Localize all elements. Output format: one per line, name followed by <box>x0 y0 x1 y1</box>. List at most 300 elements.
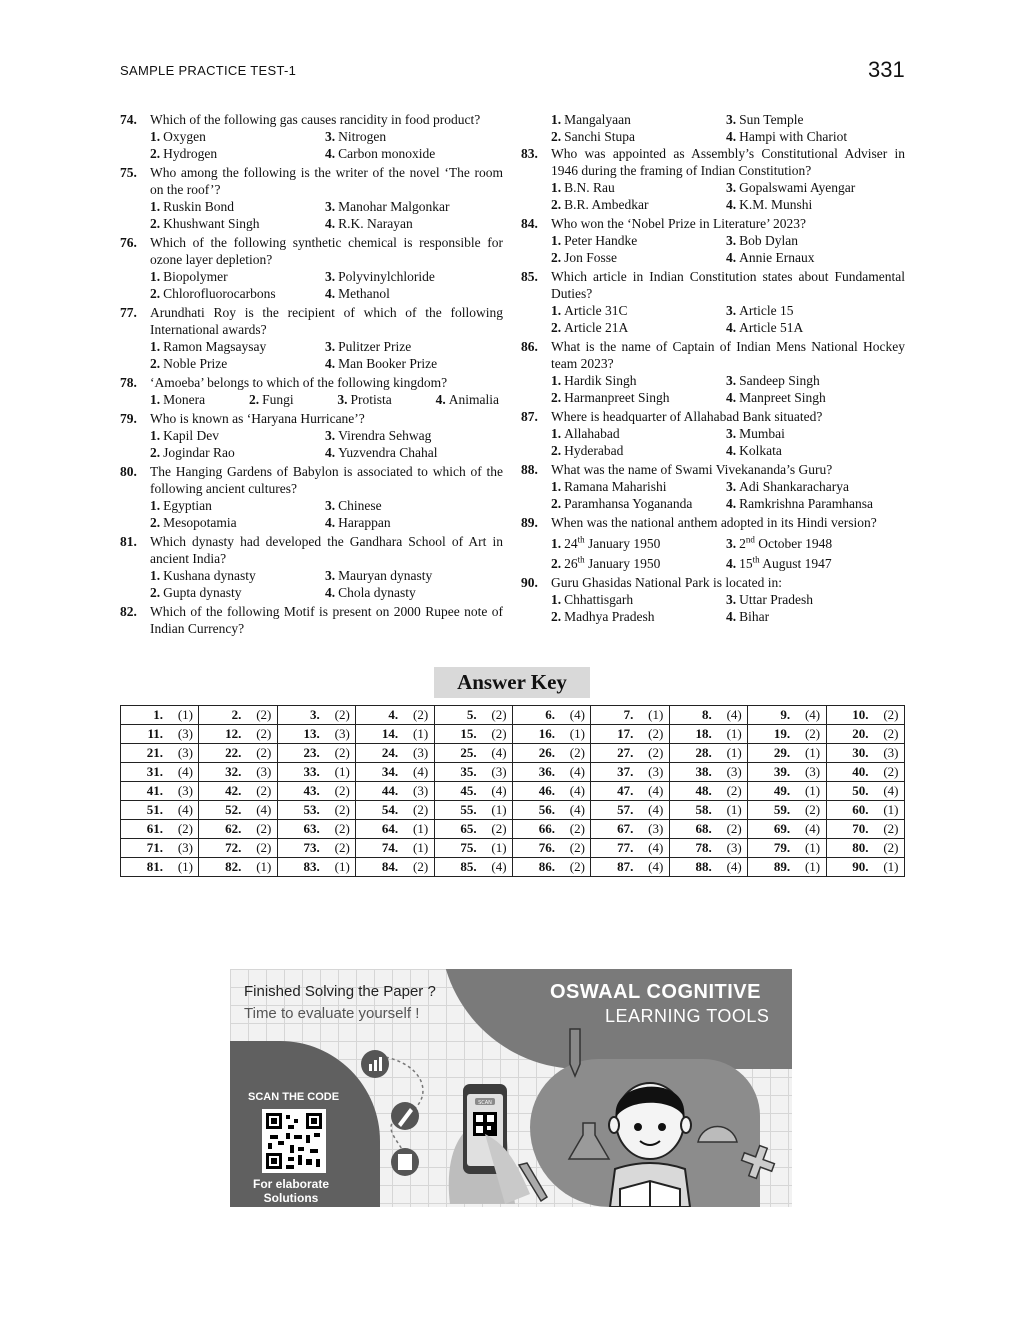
option[interactable] <box>436 391 499 408</box>
answer-question-number: 2. <box>231 707 242 722</box>
answer-question-number: 80. <box>852 840 869 855</box>
question-body <box>150 304 503 372</box>
answer-key-cell <box>199 744 277 763</box>
option-number: 2. <box>551 197 562 212</box>
question-body <box>551 215 905 266</box>
answer-question-number: 44. <box>381 783 399 798</box>
answer-key-cell <box>434 839 512 858</box>
option[interactable] <box>551 552 726 573</box>
answer-question-number: 86. <box>538 859 555 874</box>
option[interactable] <box>726 319 905 336</box>
answer-question-number: 37. <box>617 764 634 779</box>
option[interactable] <box>726 111 905 128</box>
option-list <box>551 531 905 572</box>
answer-key-cell <box>434 725 512 744</box>
answer-key-row <box>121 744 905 763</box>
question-number: 81. <box>120 534 137 549</box>
answer-value: (2) <box>883 764 899 779</box>
answer-key-row <box>121 839 905 858</box>
question-text: Who was appointed as Assembly’s Constitutional Adviser in 1946 during the framing of Indian Constitution? <box>551 146 905 178</box>
answer-question-number: 9. <box>780 707 791 722</box>
option[interactable] <box>150 444 325 461</box>
option-text: Adi Shankaracharya <box>739 479 849 494</box>
option-text: 15th August 1947 <box>739 554 832 571</box>
answer-question-number: 38. <box>695 764 712 779</box>
answer-question-number: 48. <box>695 783 712 798</box>
answer-value: (2) <box>726 821 742 836</box>
option-number: 4. <box>726 609 737 624</box>
answer-value: (1) <box>491 840 507 855</box>
question-number: 82. <box>120 604 137 619</box>
option-text: Nitrogen <box>338 129 387 144</box>
option-text: Sun Temple <box>739 112 804 127</box>
answer-key-cell <box>277 725 355 744</box>
option-number: 1. <box>551 233 562 248</box>
protractor-icon <box>695 1112 740 1147</box>
option[interactable] <box>325 285 503 302</box>
question-item <box>521 215 905 266</box>
question-body <box>150 410 503 461</box>
questions-column-right <box>521 111 905 627</box>
option-number: 2. <box>150 146 161 161</box>
option[interactable] <box>325 145 503 162</box>
answer-key-cell <box>277 782 355 801</box>
option-number: 4. <box>726 390 737 405</box>
option-text: Article 21A <box>564 320 629 335</box>
answer-question-number: 74. <box>381 840 399 855</box>
option-number: 1. <box>150 568 161 583</box>
option-text: Egyptian <box>163 498 212 513</box>
qr-code-icon[interactable] <box>262 1109 326 1173</box>
option[interactable] <box>726 591 905 608</box>
answer-question-number: 13. <box>303 726 320 741</box>
option-number: 4. <box>726 556 737 571</box>
option[interactable] <box>726 232 905 249</box>
option[interactable] <box>551 179 726 196</box>
answer-key-cell <box>121 763 199 782</box>
option-list <box>150 391 503 408</box>
answer-key-cell <box>748 801 826 820</box>
answer-value: (3) <box>177 783 193 798</box>
option-number: 4. <box>325 515 336 530</box>
option-text: Jon Fosse <box>564 250 618 265</box>
option[interactable] <box>150 145 325 162</box>
answer-question-number: 6. <box>545 707 555 722</box>
option[interactable] <box>726 179 905 196</box>
answer-value: (1) <box>726 726 742 741</box>
answer-value: (1) <box>413 821 429 836</box>
question-item <box>521 514 905 572</box>
answer-value: (2) <box>413 802 429 817</box>
option-text: Article 31C <box>564 303 628 318</box>
option-number: 3. <box>325 568 336 583</box>
answer-value: (3) <box>177 840 193 855</box>
question-body <box>551 408 905 459</box>
answer-key-cell <box>748 839 826 858</box>
option-text: Methanol <box>338 286 390 301</box>
question-number: 86. <box>521 339 538 354</box>
pencil-icon <box>560 1024 590 1079</box>
answer-key-cell <box>356 858 434 877</box>
option-number: 4. <box>435 392 446 407</box>
option-text: Ramon Magsaysay <box>163 339 267 354</box>
questions-column-left <box>120 111 503 639</box>
option[interactable] <box>551 302 726 319</box>
option-number: 1. <box>150 339 161 354</box>
option-text: Kapil Dev <box>163 428 219 443</box>
question-item <box>521 145 905 213</box>
question-text: Which of the following Motif is present on 2000 Rupee note of Indian Currency? <box>150 604 503 636</box>
option[interactable] <box>325 128 503 145</box>
question-item <box>120 304 503 372</box>
option[interactable] <box>551 128 726 145</box>
option-number: 4. <box>726 197 737 212</box>
answer-value: (2) <box>177 821 193 836</box>
question-number: 77. <box>120 305 137 320</box>
answer-key-cell <box>826 858 904 877</box>
question-body <box>551 268 905 336</box>
question-item <box>120 234 503 302</box>
answer-key-cell <box>356 725 434 744</box>
question-item <box>120 374 503 408</box>
answer-value: (2) <box>334 783 350 798</box>
answer-key-cell <box>591 820 669 839</box>
answer-value: (2) <box>334 745 350 760</box>
answer-question-number: 43. <box>303 783 320 798</box>
option[interactable] <box>325 198 503 215</box>
answer-key-cell <box>826 839 904 858</box>
answer-question-number: 18. <box>695 726 712 741</box>
option[interactable] <box>726 302 905 319</box>
answer-value: (1) <box>256 859 272 874</box>
question-body <box>150 234 503 302</box>
answer-key-cell <box>356 744 434 763</box>
answer-value: (2) <box>256 783 272 798</box>
option-number: 2. <box>551 390 562 405</box>
answer-question-number: 89. <box>773 859 791 874</box>
banner-brand: OSWAAL COGNITIVE <box>550 981 761 1003</box>
answer-value: (1) <box>413 840 429 855</box>
option[interactable] <box>150 285 325 302</box>
option-list <box>551 372 905 406</box>
option-text: K.M. Munshi <box>739 197 813 212</box>
option-number: 4. <box>726 496 737 511</box>
answer-value: (2) <box>491 821 507 836</box>
option-number: 3. <box>726 535 737 551</box>
option[interactable] <box>150 338 325 355</box>
option[interactable] <box>150 567 325 584</box>
option-list <box>551 425 905 459</box>
answer-value: (3) <box>334 726 350 741</box>
answer-value: (3) <box>804 764 821 779</box>
option[interactable] <box>551 425 726 442</box>
answer-question-number: 56. <box>538 802 555 817</box>
option-text: Paramhansa Yogananda <box>564 496 693 511</box>
option-text: Chinese <box>338 498 382 513</box>
answer-value: (2) <box>334 802 350 817</box>
question-number: 85. <box>521 269 538 284</box>
answer-value: (4) <box>804 821 821 836</box>
answer-value: (1) <box>804 840 821 855</box>
question-body <box>551 514 905 572</box>
elaborate-solutions-label: For elaborate Solutions <box>252 1177 330 1205</box>
answer-key-row <box>121 782 905 801</box>
question-text: Which dynasty had developed the Gandhara School of Art in ancient India? <box>150 534 503 566</box>
option[interactable] <box>150 584 325 601</box>
question-body <box>150 533 503 601</box>
answer-value: (4) <box>569 783 585 798</box>
answer-question-number: 47. <box>617 783 634 798</box>
option[interactable] <box>551 531 726 552</box>
answer-value: (4) <box>491 859 507 874</box>
option[interactable] <box>325 427 503 444</box>
option[interactable] <box>551 591 726 608</box>
option[interactable] <box>150 391 205 408</box>
answer-value: (4) <box>648 859 664 874</box>
option-text: Bihar <box>739 609 770 624</box>
option[interactable] <box>325 444 503 461</box>
option-number: 2. <box>150 356 161 371</box>
answer-question-number: 30. <box>852 745 869 760</box>
answer-question-number: 14. <box>381 726 399 741</box>
answer-value: (4) <box>804 707 821 722</box>
option[interactable] <box>150 497 325 514</box>
question-body <box>551 145 905 213</box>
answer-value: (4) <box>726 859 742 874</box>
option-list <box>150 198 503 232</box>
answer-value: (2) <box>883 707 899 722</box>
option-number: 2. <box>248 392 260 407</box>
option-number: 2. <box>551 609 562 624</box>
answer-key-row <box>121 725 905 744</box>
option[interactable] <box>325 497 503 514</box>
option[interactable] <box>325 355 503 372</box>
option[interactable] <box>726 389 905 406</box>
option[interactable] <box>325 567 503 584</box>
option[interactable] <box>325 215 503 232</box>
option-text: Madhya Pradesh <box>564 609 655 624</box>
question-body <box>150 463 503 531</box>
option[interactable] <box>726 495 905 512</box>
option[interactable] <box>551 372 726 389</box>
promo-banner[interactable] <box>230 969 792 1207</box>
option-text: B.N. Rau <box>564 180 615 195</box>
answer-question-number: 16. <box>538 726 555 741</box>
option[interactable] <box>551 389 726 406</box>
answer-value: (1) <box>804 859 821 874</box>
option[interactable] <box>551 249 726 266</box>
option[interactable] <box>551 319 726 336</box>
option-number: 3. <box>726 426 737 441</box>
answer-value: (2) <box>883 726 899 741</box>
option[interactable] <box>337 391 391 408</box>
option[interactable] <box>325 514 503 531</box>
option[interactable] <box>726 249 905 266</box>
option-text: Mumbai <box>739 426 785 441</box>
answer-question-number: 72. <box>225 840 242 855</box>
answer-value: (4) <box>648 802 664 817</box>
answer-question-number: 20. <box>852 726 869 741</box>
option-text: Oxygen <box>163 129 206 144</box>
option[interactable] <box>551 495 726 512</box>
option-text: Virendra Sehwag <box>338 428 432 443</box>
option-text: Annie Ernaux <box>739 250 815 265</box>
answer-key-cell <box>826 782 904 801</box>
option[interactable] <box>726 196 905 213</box>
question-item <box>120 463 503 531</box>
option[interactable] <box>551 232 726 249</box>
option-number: 1. <box>551 373 562 388</box>
answer-question-number: 58. <box>695 802 712 817</box>
option-number: 4. <box>726 129 737 144</box>
answer-value: (3) <box>177 745 193 760</box>
answer-value: (1) <box>413 726 429 741</box>
answer-question-number: 34. <box>381 764 399 779</box>
plus-icon <box>740 1144 776 1180</box>
answer-question-number: 66. <box>538 821 555 836</box>
option[interactable] <box>551 608 726 625</box>
option[interactable] <box>325 338 503 355</box>
answer-question-number: 36. <box>538 764 555 779</box>
answer-key-cell <box>748 744 826 763</box>
option[interactable] <box>551 111 726 128</box>
answer-value: (3) <box>256 764 272 779</box>
answer-key-title: Answer Key <box>434 667 590 698</box>
option[interactable] <box>551 196 726 213</box>
answer-question-number: 12. <box>225 726 242 741</box>
answer-question-number: 46. <box>538 783 555 798</box>
option[interactable] <box>150 215 325 232</box>
option-number: 3. <box>337 392 348 407</box>
answer-question-number: 21. <box>146 745 163 760</box>
option[interactable] <box>726 552 905 573</box>
option-number: 1. <box>150 269 161 284</box>
option[interactable] <box>551 442 726 459</box>
answer-key-row <box>121 706 905 725</box>
option[interactable] <box>325 584 503 601</box>
answer-key-cell <box>434 706 512 725</box>
question-number: 76. <box>120 235 137 250</box>
answer-value: (2) <box>883 821 899 836</box>
answer-value: (3) <box>726 764 742 779</box>
option-text: Mesopotamia <box>163 515 237 530</box>
option-text: Yuzvendra Chahal <box>338 445 438 460</box>
option[interactable] <box>551 478 726 495</box>
answer-key-row <box>121 801 905 820</box>
answer-key-cell <box>591 744 669 763</box>
option[interactable] <box>150 514 325 531</box>
option-number: 3. <box>726 592 737 607</box>
option[interactable] <box>150 427 325 444</box>
option-number: 3. <box>726 479 737 494</box>
answer-question-number: 83. <box>303 859 320 874</box>
option[interactable] <box>150 355 325 372</box>
answer-question-number: 50. <box>852 783 869 798</box>
answer-question-number: 29. <box>773 745 791 760</box>
question-text: Who among the following is the writer of the novel ‘The room on the roof’? <box>150 165 503 197</box>
question-number: 83. <box>521 146 538 161</box>
answer-value: (4) <box>648 840 664 855</box>
option[interactable] <box>726 425 905 442</box>
option[interactable] <box>150 198 325 215</box>
option[interactable] <box>249 391 294 408</box>
answer-key-cell <box>199 820 277 839</box>
answer-value: (4) <box>569 802 585 817</box>
answer-key-cell <box>591 763 669 782</box>
answer-key-cell <box>669 858 747 877</box>
option-number: 4. <box>726 443 737 458</box>
answer-key-cell <box>199 801 277 820</box>
question-text: The Hanging Gardens of Babylon is associated to which of the following ancient cultures? <box>150 464 503 496</box>
answer-key-cell <box>434 763 512 782</box>
option-text: Polyvinylchloride <box>338 269 435 284</box>
option-text: Carbon monoxide <box>338 146 436 161</box>
answer-question-number: 70. <box>852 821 869 836</box>
answer-question-number: 76. <box>538 840 555 855</box>
option-text: R.K. Narayan <box>338 216 413 231</box>
option-text: Harappan <box>338 515 391 530</box>
option[interactable] <box>726 478 905 495</box>
option-text: Fungi <box>262 392 294 407</box>
option-text: Monera <box>163 392 206 407</box>
answer-key-cell <box>748 782 826 801</box>
answer-value: (3) <box>648 821 664 836</box>
answer-key-cell <box>121 858 199 877</box>
option[interactable] <box>150 128 325 145</box>
question-item <box>120 111 503 162</box>
question-text: Where is headquarter of Allahabad Bank situated? <box>551 409 823 424</box>
question-body <box>551 461 905 512</box>
page-number: 331 <box>868 57 905 82</box>
answer-value: (2) <box>256 745 272 760</box>
option-number: 1. <box>150 428 161 443</box>
answer-key-cell <box>199 706 277 725</box>
answer-value: (1) <box>726 802 742 817</box>
option-text: Mauryan dynasty <box>338 568 433 583</box>
answer-key-cell <box>669 744 747 763</box>
option-text: Sandeep Singh <box>739 373 820 388</box>
option-number: 2. <box>150 585 161 600</box>
answer-question-number: 73. <box>303 840 320 855</box>
answer-question-number: 82. <box>225 859 242 874</box>
option[interactable] <box>726 372 905 389</box>
answer-value: (2) <box>726 783 742 798</box>
answer-key-cell <box>512 820 590 839</box>
answer-value: (3) <box>491 764 507 779</box>
option-number: 3. <box>325 339 336 354</box>
option-text: Ruskin Bond <box>163 199 235 214</box>
option[interactable] <box>726 128 905 145</box>
question-text: Which of the following synthetic chemical is responsible for ozone layer depletion? <box>150 235 503 267</box>
answer-question-number: 33. <box>303 764 320 779</box>
banner-finished-text: Finished Solving the Paper ? <box>244 983 436 1000</box>
answer-value: (1) <box>648 707 664 722</box>
answer-key-cell <box>277 706 355 725</box>
option[interactable] <box>325 268 503 285</box>
option-text: Uttar Pradesh <box>739 592 813 607</box>
option[interactable] <box>150 268 325 285</box>
answer-key-cell <box>277 763 355 782</box>
option-text: Manpreet Singh <box>739 390 826 405</box>
question-text: Guru Ghasidas National Park is located in: <box>551 575 782 590</box>
answer-key-cell <box>199 858 277 877</box>
question-text: Which article in Indian Constitution states about Fundamental Duties? <box>551 269 905 301</box>
option[interactable] <box>726 442 905 459</box>
question-body <box>150 111 503 162</box>
option[interactable] <box>726 531 905 552</box>
option[interactable] <box>726 608 905 625</box>
question-text: Arundhati Roy is the recipient of which of the following International awards? <box>150 305 503 337</box>
